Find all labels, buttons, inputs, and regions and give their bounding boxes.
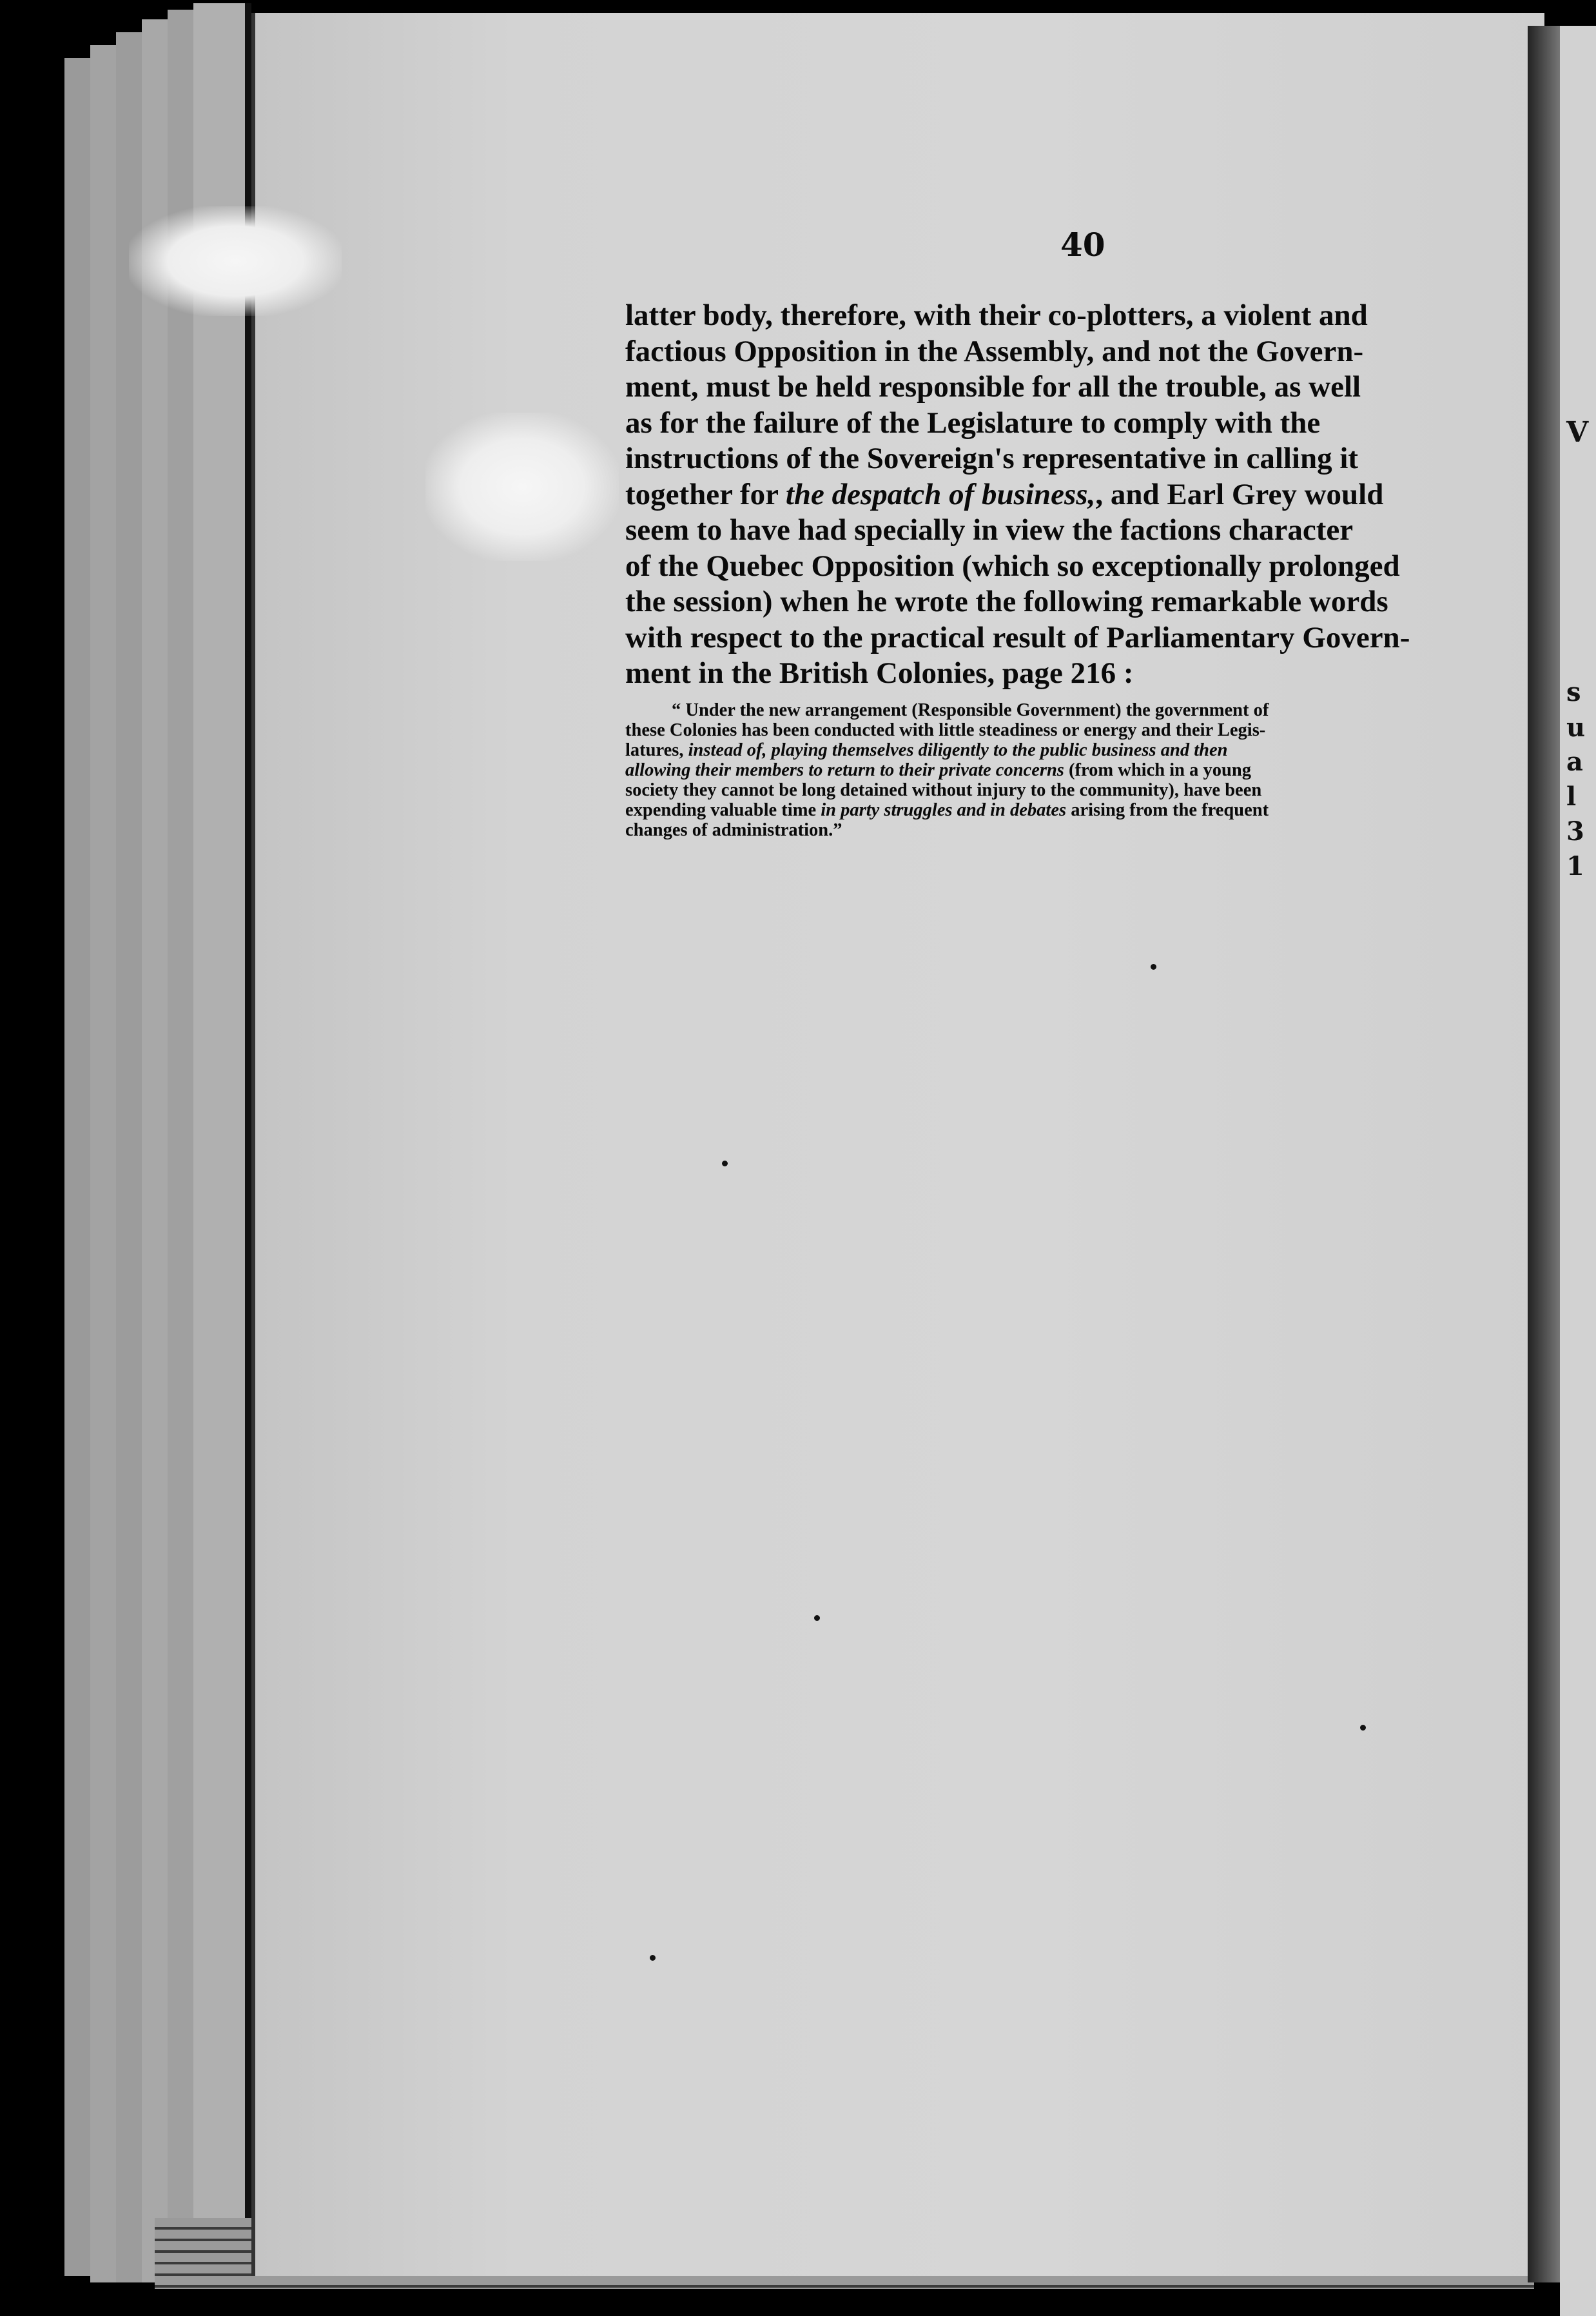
quote-line: [625, 760, 1531, 780]
quote-line: [625, 740, 1531, 760]
text-run: together for: [625, 477, 779, 511]
ink-speck: [1151, 964, 1156, 970]
page-number: 40: [1060, 226, 1105, 264]
text-line: seem to have had specially in view the factions character: [625, 513, 1354, 547]
italic-run: the despatch of business,: [785, 477, 1096, 511]
ink-speck: [650, 1955, 656, 1961]
next-page-fragment: s: [1566, 677, 1581, 707]
ink-speck: [245, 651, 251, 657]
block-quote: [625, 700, 1531, 840]
quote-line: society they cannot be long detained without injury to the community), have been: [625, 780, 1262, 800]
next-page-edge: [1560, 26, 1596, 2316]
text-line: factious Opposition in the Assembly, and not the Govern-: [625, 334, 1364, 368]
italic-run: instead of, playing themselves diligently to the public business and then: [688, 740, 1228, 760]
text-line: latter body, therefore, with their co-plotters, a violent and: [625, 299, 1368, 332]
text-run: latures,: [625, 740, 688, 760]
quote-line: changes of administration.”: [625, 820, 842, 840]
text-line: as for the failure of the Legislature to comply with the: [625, 406, 1321, 440]
gutter-shadow: [1528, 26, 1560, 2282]
next-page-fragment: l: [1566, 781, 1577, 812]
text-line: ment in the British Colonies, page 216 :: [625, 656, 1134, 690]
quote-line: these Colonies has been conducted with little steadiness or energy and their Legis-: [625, 720, 1266, 740]
next-page-fragment: u: [1566, 712, 1586, 743]
ink-speck: [722, 1161, 728, 1166]
text-line: the session) when he wrote the following remarkable words: [625, 585, 1388, 618]
italic-run: allowing their members to return to their private concerns: [625, 760, 1064, 780]
next-page-fragment: V: [1566, 416, 1589, 449]
next-page-fragment: 1: [1566, 851, 1584, 881]
text-run: expending valuable time: [625, 800, 821, 820]
body-paragraph: [625, 298, 1528, 692]
next-page-fragment: a: [1566, 747, 1583, 777]
text-run: arising from the frequent: [1066, 800, 1269, 820]
text-run: (from which in a young: [1064, 760, 1251, 780]
text-line: instructions of the Sovereign's representative in calling it: [625, 442, 1359, 475]
text-line: of the Quebec Opposition (which so exceptionally prolonged: [625, 549, 1400, 583]
quote-line: “ Under the new arrangement (Responsible Government) the government of: [672, 700, 1269, 720]
text-line: [625, 477, 1528, 513]
text-line: ment, must be held responsible for all the trouble, as well: [625, 370, 1361, 404]
text-line: with respect to the practical result of Parliamentary Govern-: [625, 620, 1410, 654]
paper-stain: [425, 413, 619, 561]
quote-line: [625, 800, 1531, 820]
ink-speck: [814, 1615, 820, 1621]
text-run: , and Earl Grey would: [1095, 477, 1384, 511]
italic-run: in party struggles and in debates: [821, 800, 1067, 820]
next-page-fragment: 3: [1566, 816, 1584, 847]
paper-stain: [129, 206, 342, 316]
page-edge: [193, 3, 251, 2286]
ink-speck: [1360, 1725, 1366, 1731]
